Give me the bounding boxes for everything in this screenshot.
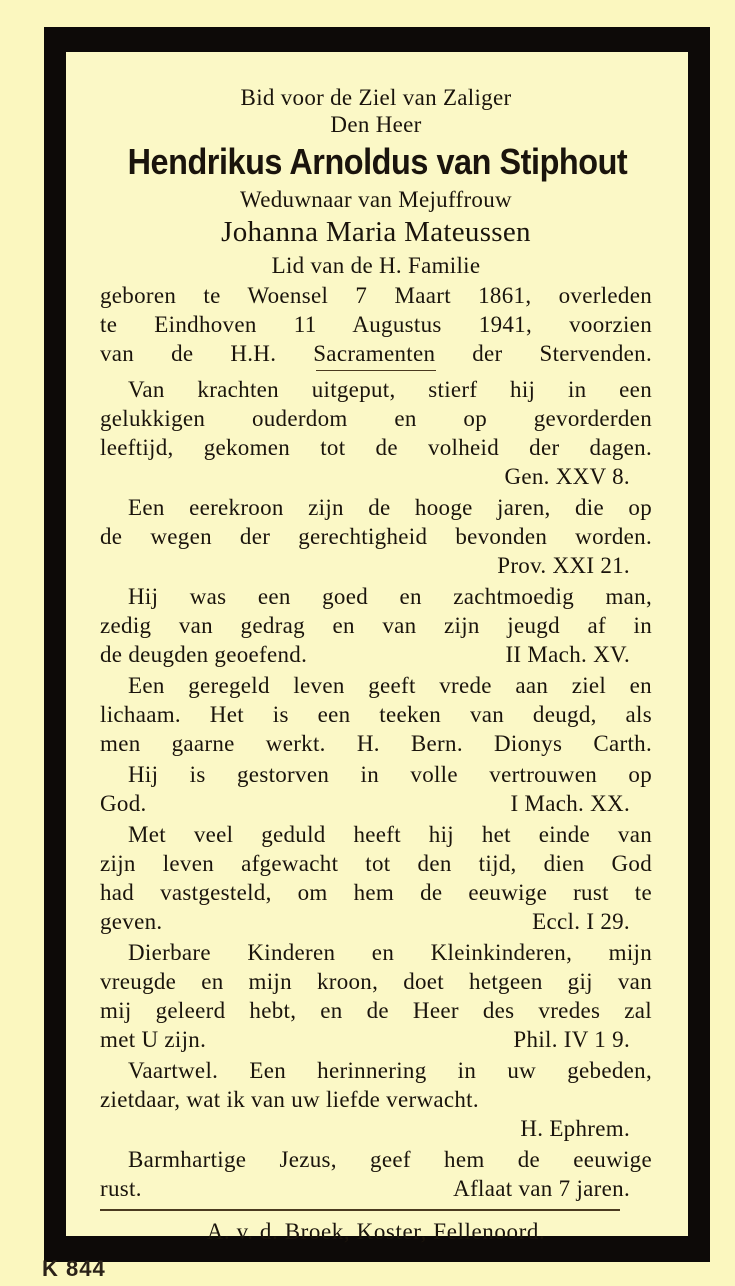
quote-line: met U zijn. (100, 1027, 207, 1052)
quote-reference: I Mach. XX. (510, 791, 630, 816)
quote-block (100, 1056, 652, 1143)
quote-line: Van krachten uitgeput, stierf hij in een (128, 377, 652, 402)
quote-reference: Aflaat van 7 jaren. (453, 1176, 630, 1201)
quote-line: de wegen der gerechtigheid bevonden worden. (100, 524, 652, 549)
header-line-1: Bid voor de Ziel van Zaliger (240, 85, 512, 110)
separator-rule (316, 370, 436, 371)
quote-reference: II Mach. XV. (505, 642, 630, 667)
membership-line: Lid van de H. Familie (271, 253, 481, 278)
prayer-card-text (100, 84, 652, 1246)
quote-block (100, 820, 652, 936)
quote-line: Hij was een goed en zachtmoedig man, (128, 584, 652, 609)
quote-line: de deugden geoefend. (100, 642, 308, 667)
quote-line: Met veel geduld heeft hij het einde van (128, 822, 652, 847)
quote-line: had vastgesteld, om hem de eeuwige rust te (100, 880, 652, 905)
bio-line: geboren te Woensel 7 Maart 1861, overleden (100, 283, 652, 308)
quote-line: Barmhartige Jezus, geef hem de eeuwige (128, 1147, 652, 1172)
header-line-2: Den Heer (330, 112, 422, 137)
quote-block (100, 375, 652, 491)
quote-block (100, 671, 652, 758)
quote-reference: Gen. XXV 8. (504, 464, 630, 489)
quote-last-line (100, 640, 652, 669)
quote-line: zietdaar, wat ik van uw liefde verwacht. (100, 1087, 479, 1112)
quote-block (100, 760, 652, 818)
footer-rule (100, 1209, 620, 1211)
quote-line: Een eerekroon zijn de hooge jaren, die op (128, 495, 652, 520)
quote-last-line (100, 1174, 652, 1203)
bio-line: van de H.H. Sacramenten der Stervenden. (100, 341, 652, 366)
quote-block (100, 1145, 652, 1203)
quote-line: mij geleerd hebt, en de Heer des vredes zal (100, 998, 652, 1023)
quote-line: gelukkigen ouderdom en op gevorderden (100, 406, 652, 431)
quote-line: geven. (100, 909, 163, 934)
quote-last-line (100, 907, 652, 936)
quote-line: men gaarne werkt. H. Bern. Dionys Carth. (100, 731, 652, 756)
spouse-name: Johanna Maria Mateussen (221, 216, 531, 248)
quote-line: vreugde en mijn kroon, doet hetgeen gij van (100, 969, 652, 994)
printer-credit: A. v. d. Broek, Koster, Fellenoord. (206, 1219, 546, 1244)
quote-block (100, 938, 652, 1054)
quote-line: Vaartwel. Een herinnering in uw gebeden, (128, 1058, 652, 1083)
bio-block (100, 281, 652, 368)
quote-line: zedig van gedrag en van zijn jeugd af in (100, 613, 652, 638)
quote-line: leeftijd, gekomen tot de volheid der dagen. (100, 435, 652, 460)
card-code: K 844 (42, 1256, 106, 1281)
deceased-name: Hendrikus Arnoldus van Stiphout (127, 141, 628, 182)
quote-reference: Prov. XXI 21. (497, 553, 630, 578)
quote-last-line (100, 789, 652, 818)
quote-reference: Phil. IV 1 9. (513, 1027, 630, 1052)
widower-line: Weduwnaar van Mejuffrouw (240, 187, 512, 212)
quote-line: rust. (100, 1176, 142, 1201)
quote-block (100, 582, 652, 669)
quote-line: lichaam. Het is een teeken van deugd, als (100, 702, 652, 727)
bio-line: te Eindhoven 11 Augustus 1941, voorzien (100, 312, 652, 337)
quote-line: God. (100, 791, 147, 816)
quote-reference: Eccl. I 29. (532, 909, 630, 934)
quote-line: Dierbare Kinderen en Kleinkinderen, mijn (128, 940, 652, 965)
quote-block (100, 493, 652, 580)
quote-line: zijn leven afgewacht tot den tijd, dien God (100, 851, 652, 876)
quote-line: Hij is gestorven in volle vertrouwen op (128, 762, 652, 787)
quote-last-line (100, 1025, 652, 1054)
quote-line: Een geregeld leven geeft vrede aan ziel en (128, 673, 652, 698)
quote-reference: H. Ephrem. (520, 1116, 630, 1141)
